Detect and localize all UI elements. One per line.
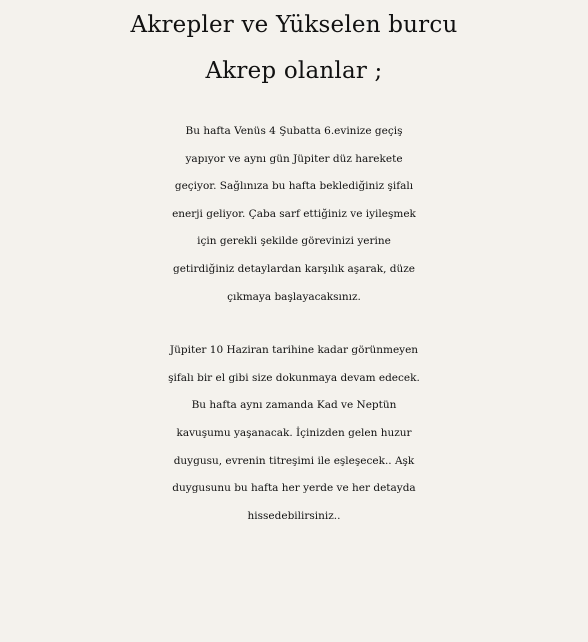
text-line: çıkmaya başlayacaksınız.: [227, 290, 361, 303]
text-line: duygusunu bu hafta her yerde ve her detayda: [172, 482, 416, 495]
title-line: Akrep olanlar ;: [205, 58, 383, 84]
text-line: getirdiğiniz detaylardan karşılık aşarak, düze: [172, 262, 415, 275]
text-line: Bu hafta Venüs 4 Şubatta 6.evinize geçiş: [185, 125, 403, 137]
text-line: Jüpiter 10 Haziran tarihine kadar görünmeyen: [169, 344, 419, 357]
text-line: şifalı bir el gibi size dokunmaya devam edecek.: [168, 371, 420, 384]
horoscope-title: [0, 2, 588, 94]
text-line: Bu hafta aynı zamanda Kad ve Neptün: [191, 399, 397, 412]
text-line: yapıyor ve aynı gün Jüpiter düz harekete: [185, 152, 403, 165]
text-line: hissedebilirsiniz..: [247, 509, 341, 522]
paragraph-venus-jupiter: [0, 118, 588, 311]
paragraph-jupiter-neptune: [0, 337, 588, 530]
title-line: Akrepler ve Yükselen burcu: [130, 12, 458, 38]
text-line: geçiyor. Sağlınıza bu hafta beklediğiniz şifalı: [174, 180, 414, 193]
text-line: duygusu, evrenin titreşimi ile eşleşecek.. Aşk: [173, 454, 415, 467]
text-line: enerji geliyor. Çaba sarf ettiğiniz ve iyileşmek: [172, 207, 416, 220]
text-line: kavuşumu yaşanacak. İçinizden gelen huzur: [176, 426, 412, 439]
text-line: için gerekli şekilde görevinizi yerine: [197, 235, 391, 248]
